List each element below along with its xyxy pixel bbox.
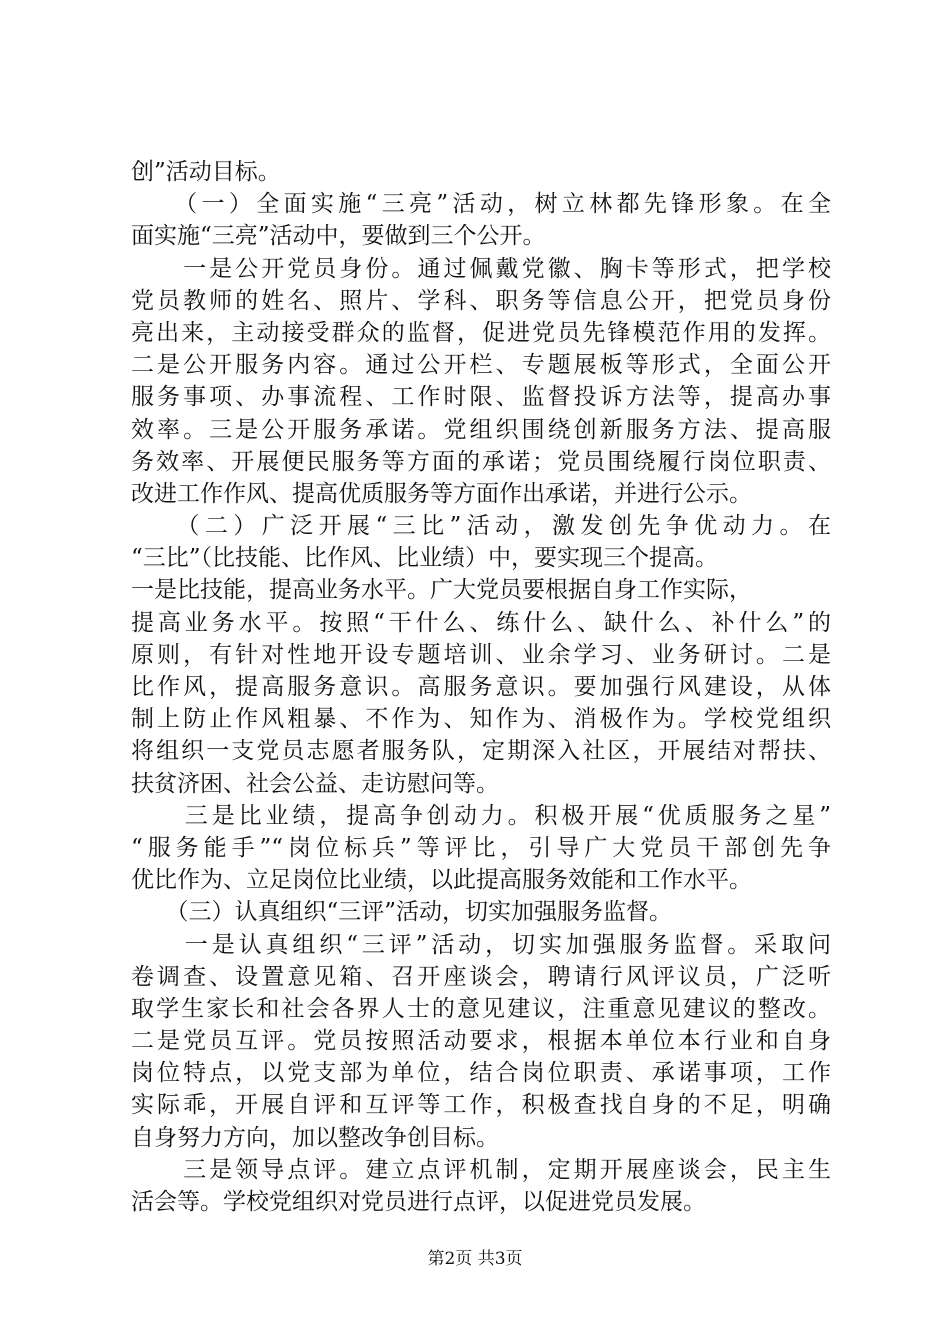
text-line: （二）广泛开展“三比”活动，激发创先争优动力。在 [131, 513, 831, 540]
text-line: 自身努力方向，加以整改争创目标。 [131, 1124, 499, 1151]
text-line: （一）全面实施“三亮”活动，树立林都先锋形象。在全 [131, 191, 831, 218]
page-footer: 第2页 共3页 [427, 1249, 523, 1269]
text-line: 活会等。学校党组织对党员进行点评，以促进党员发展。 [131, 1189, 706, 1215]
text-line: 服务事项、办事流程、工作时限、监督投诉方法等，提高办事 [131, 384, 831, 411]
text-line: 三是领导点评。建立点评机制，定期开展座谈会，民主生 [131, 1156, 831, 1183]
text-line: 卷调查、设置意见箱、召开座谈会，聘请行风评议员，广泛听 [131, 963, 831, 990]
text-line: 三是比业绩，提高争创动力。积极开展“优质服务之星” [131, 802, 831, 829]
document-body [131, 156, 831, 1218]
text-line: 提高业务水平。按照“干什么、练什么、缺什么、补什么”的 [131, 609, 831, 636]
text-line: 比作风，提高服务意识。高服务意识。要加强行风建设，从体 [131, 674, 831, 700]
text-line: 制上防止作风粗暴、不作为、知作为、消极作为。学校党组织 [131, 706, 831, 733]
text-line: “三比”（比技能、比作风、比业绩）中，要实现三个提高。 [131, 545, 719, 572]
text-line: 务效率、开展便民服务等方面的承诺；党员围绕履行岗位职责、 [131, 448, 831, 475]
text-line: 一是认真组织“三评”活动，切实加强服务监督。采取问 [131, 931, 831, 958]
text-line: 党员教师的姓名、照片、学科、职务等信息公开，把党员身份 [131, 287, 831, 314]
text-line: 实际乖，开展自评和互评等工作，积极查找自身的不足，明确 [131, 1092, 831, 1119]
text-line: 优比作为、立足岗位比业绩，以此提高服务效能和工作水平。 [131, 867, 752, 894]
text-line: 亮出来，主动接受群众的监督，促进党员先锋模范作用的发挥。 [131, 319, 831, 346]
text-line: 一是比技能，提高业务水平。广大党员要根据自身工作实际， [131, 577, 752, 604]
text-line: 岗位特点，以党支部为单位，结合岗位职责、承诺事项，工作 [131, 1060, 831, 1087]
text-line: 原则，有针对性地开设专题培训、业余学习、业务研讨。二是 [131, 641, 831, 668]
text-line: 一是公开党员身份。通过佩戴党徽、胸卡等形式，把学校 [131, 255, 831, 282]
text-line: 改进工作作风、提高优质服务等方面作出承诺，并进行公示。 [131, 480, 752, 507]
text-line: 效率。三是公开服务承诺。党组织围绕创新服务方法、提高服 [131, 416, 831, 443]
text-line: （三）认真组织“三评”活动，切实加强服务监督。 [131, 899, 673, 926]
text-line: 二是党员互评。党员按照活动要求，根据本单位本行业和自身 [131, 1028, 831, 1055]
text-line: 面实施“三亮”活动中，要做到三个公开。 [131, 223, 546, 250]
text-line: “服务能手”“岗位标兵”等评比，引导广大党员干部创先争 [131, 834, 831, 861]
text-line: 二是公开服务内容。通过公开栏、专题展板等形式，全面公开 [131, 352, 831, 379]
text-line: 创”活动目标。 [131, 159, 281, 185]
text-line: 将组织一支党员志愿者服务队，定期深入社区，开展结对帮扶、 [131, 738, 831, 765]
text-line: 扶贫济困、社会公益、走访慰问等。 [131, 770, 499, 797]
text-line: 取学生家长和社会各界人士的意见建议，注重意见建议的整改。 [131, 995, 831, 1022]
